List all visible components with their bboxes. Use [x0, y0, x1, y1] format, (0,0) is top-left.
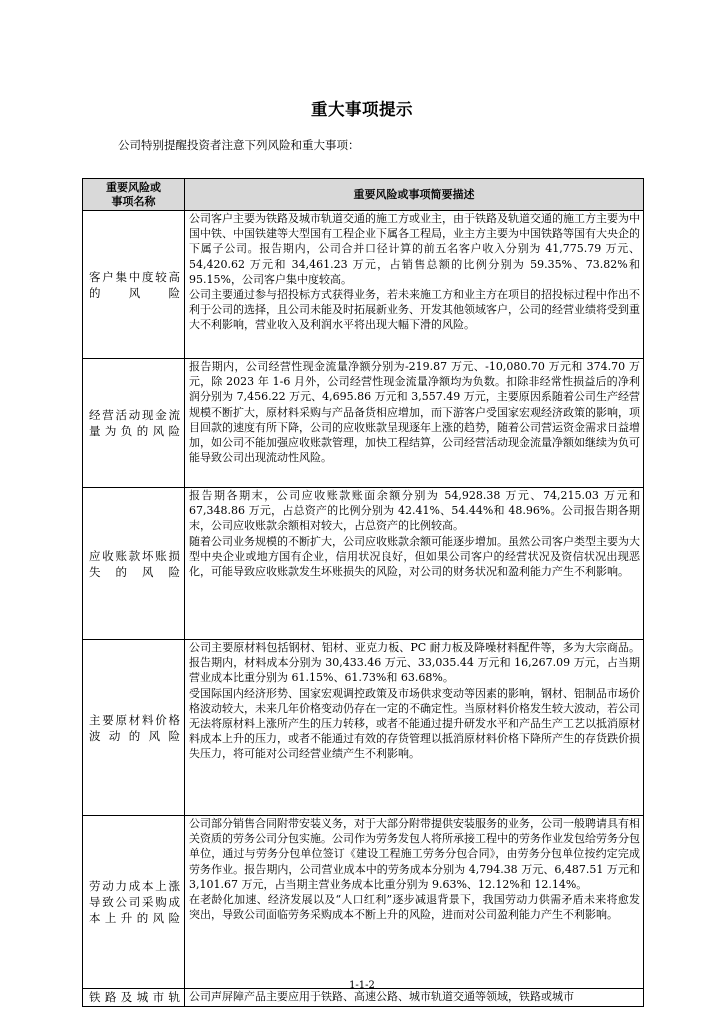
description-paragraph: 随着公司业务规模的不断扩大，公司应收账款余额可能逐步增加。虽然公司客户类型主要为大型中央企业或地方国有企业，信用状况良好，但如果公司客户的经营状况及资信状况出现恶化，可能导致应收账款发生坏账损失的风险，对公司的财务状况和盈利能力产生不利影响。 — [189, 534, 640, 579]
description-paragraph: 公司主要原材料包括钢材、铝材、亚克力板、PC 耐力板及降噪材料配件等，多为大宗商品。报告期内，材料成本分别为 30,433.46 万元、33,035.44 万元和 16,267.09 万元，占当期营业成本比重分别为 61.15%、61.73%和 63.68%。 — [189, 641, 640, 685]
description-paragraph: 公司声屏障产品主要应用于铁路、高速公路、城市轨道交通等领域，铁路或城市 — [189, 990, 574, 1003]
table-row — [83, 816, 644, 989]
description-paragraph: 公司部分销售合同附带安装义务，对于大部分附带提供安装服务的业务，公司一般聘请具有相关资质的劳务公司分包实施。公司作为劳务发包人将所承接工程中的劳务作业发包给劳务分包单位，通过与劳务分包单位签订《建设工程施工劳务分包合同》，由劳务分包单位按约定完成劳务作业。报告期内，公司营业成本中的劳务成本分别为 4,794.38 万元、6,487.51 万元和 3,101.67 万元，占当期主营业务成本比重分别为 9.63%、12.12%和 12.14%。 — [189, 817, 640, 891]
risk-name: 铁路及城市轨 — [83, 989, 185, 1007]
header-risk-description: 重要风险或事项简要描述 — [185, 179, 644, 211]
description-paragraph: 受国际国内经济形势、国家宏观调控政策及市场供求变动等因素的影响，钢材、铝制品市场价格波动较大，未来几年价格变动仍存在一定的不确定性。当原材料价格发生较大波动，若公司无法将原材料上涨所产生的压力转移，或者不能通过提升研发水平和产品生产工艺以抵消原材料成本上升的压力，或者不能通过有效的存货管理以抵消原材料价格下降所产生的存货跌价损失压力，将可能对公司经营业绩产生不利影响。 — [189, 686, 640, 761]
header-risk-name: 重要风险或事项名称 — [83, 179, 185, 211]
risk-description — [185, 488, 644, 640]
table-header-row — [83, 179, 644, 211]
page-number: 1-1-2 — [349, 980, 375, 991]
risk-name: 客户集中度较高的风险 — [83, 211, 185, 359]
table-row — [83, 211, 644, 359]
description-paragraph: 公司客户主要为铁路及城市轨道交通的施工方或业主，由于铁路及轨道交通的施工方主要为中国中铁、中国铁建等大型国有工程企业下属各工程局，业主方主要为中国铁路等国有大央企的下属子公司。报告期内，公司合并口径计算的前五名客户收入分别为 41,775.79 万元、54,420.62 万元和 34,461.23 万元，占销售总额的比例分别为 59.35%、73.82%和 95.15%，公司客户集中度较高。 — [189, 212, 640, 286]
risk-name: 劳动力成本上涨导致公司采购成本上升的风险 — [83, 816, 185, 989]
risk-description — [185, 640, 644, 816]
risk-name: 主要原材料价格波动的风险 — [83, 640, 185, 816]
table-row — [83, 989, 644, 1007]
risk-description — [185, 359, 644, 488]
risk-description — [185, 989, 644, 1007]
description-paragraph: 报告期各期末，公司应收账款账面余额分别为 54,928.38 万元、74,215.03 万元和 67,348.86 万元，占总资产的比例分别为 42.41%、54.44%和 48.96%。公司报告期各期末，公司应收账款余额相对较大，占总资产的比例较高。 — [189, 489, 640, 533]
risk-description — [185, 816, 644, 989]
description-paragraph: 在老龄化加速、经济发展以及“人口红利”逐步减退背景下，我国劳动力供需矛盾未来将愈发突出，导致公司面临劳务采购成本不断上升的风险，进而对公司盈利能力产生不利影响。 — [189, 893, 640, 922]
page-title: 重大事项提示 — [311, 100, 413, 119]
risk-name: 经营活动现金流量为负的风险 — [83, 359, 185, 488]
table-row — [83, 488, 644, 640]
table-row — [83, 640, 644, 816]
table-row — [83, 359, 644, 488]
description-paragraph: 公司主要通过参与招投标方式获得业务，若未来施工方和业主方在项目的招投标过程中作出不利于公司的选择，且公司未能及时拓展新业务、开发其他领域客户，公司的经营业绩将受到重大不利影响，营业收入及利润水平将出现大幅下滑的风险。 — [189, 288, 640, 332]
description-paragraph: 报告期内，公司经营性现金流量净额分别为-219.87 万元、-10,080.70 万元和 374.70 万元，除 2023 年 1-6 月外，公司经营性现金流量净额均为负数。扣除非经常性损益后的净利润分别为 7,456.22 万元、4,695.86 万元和 3,557.49 万元，主要原因系随着公司生产经营规模不断扩大，原材料采购与产品备货相应增加，而下游客户受国家宏观经济政策的影响，项目回款的速度有所下降，公司的应收账款呈现逐年上涨的趋势，随着公司营运资金需求日益增加，如公司不能加强应收账款管理，加快工程结算，公司经营活动现金流量净额如继续为负可能导致公司出现流动性风险。 — [189, 360, 640, 465]
risk-description — [185, 211, 644, 359]
risk-name: 应收账款坏账损失的风险 — [83, 488, 185, 640]
intro-text: 公司特别提醒投资者注意下列风险和重大事项： — [118, 138, 360, 152]
risk-table — [82, 178, 644, 1007]
